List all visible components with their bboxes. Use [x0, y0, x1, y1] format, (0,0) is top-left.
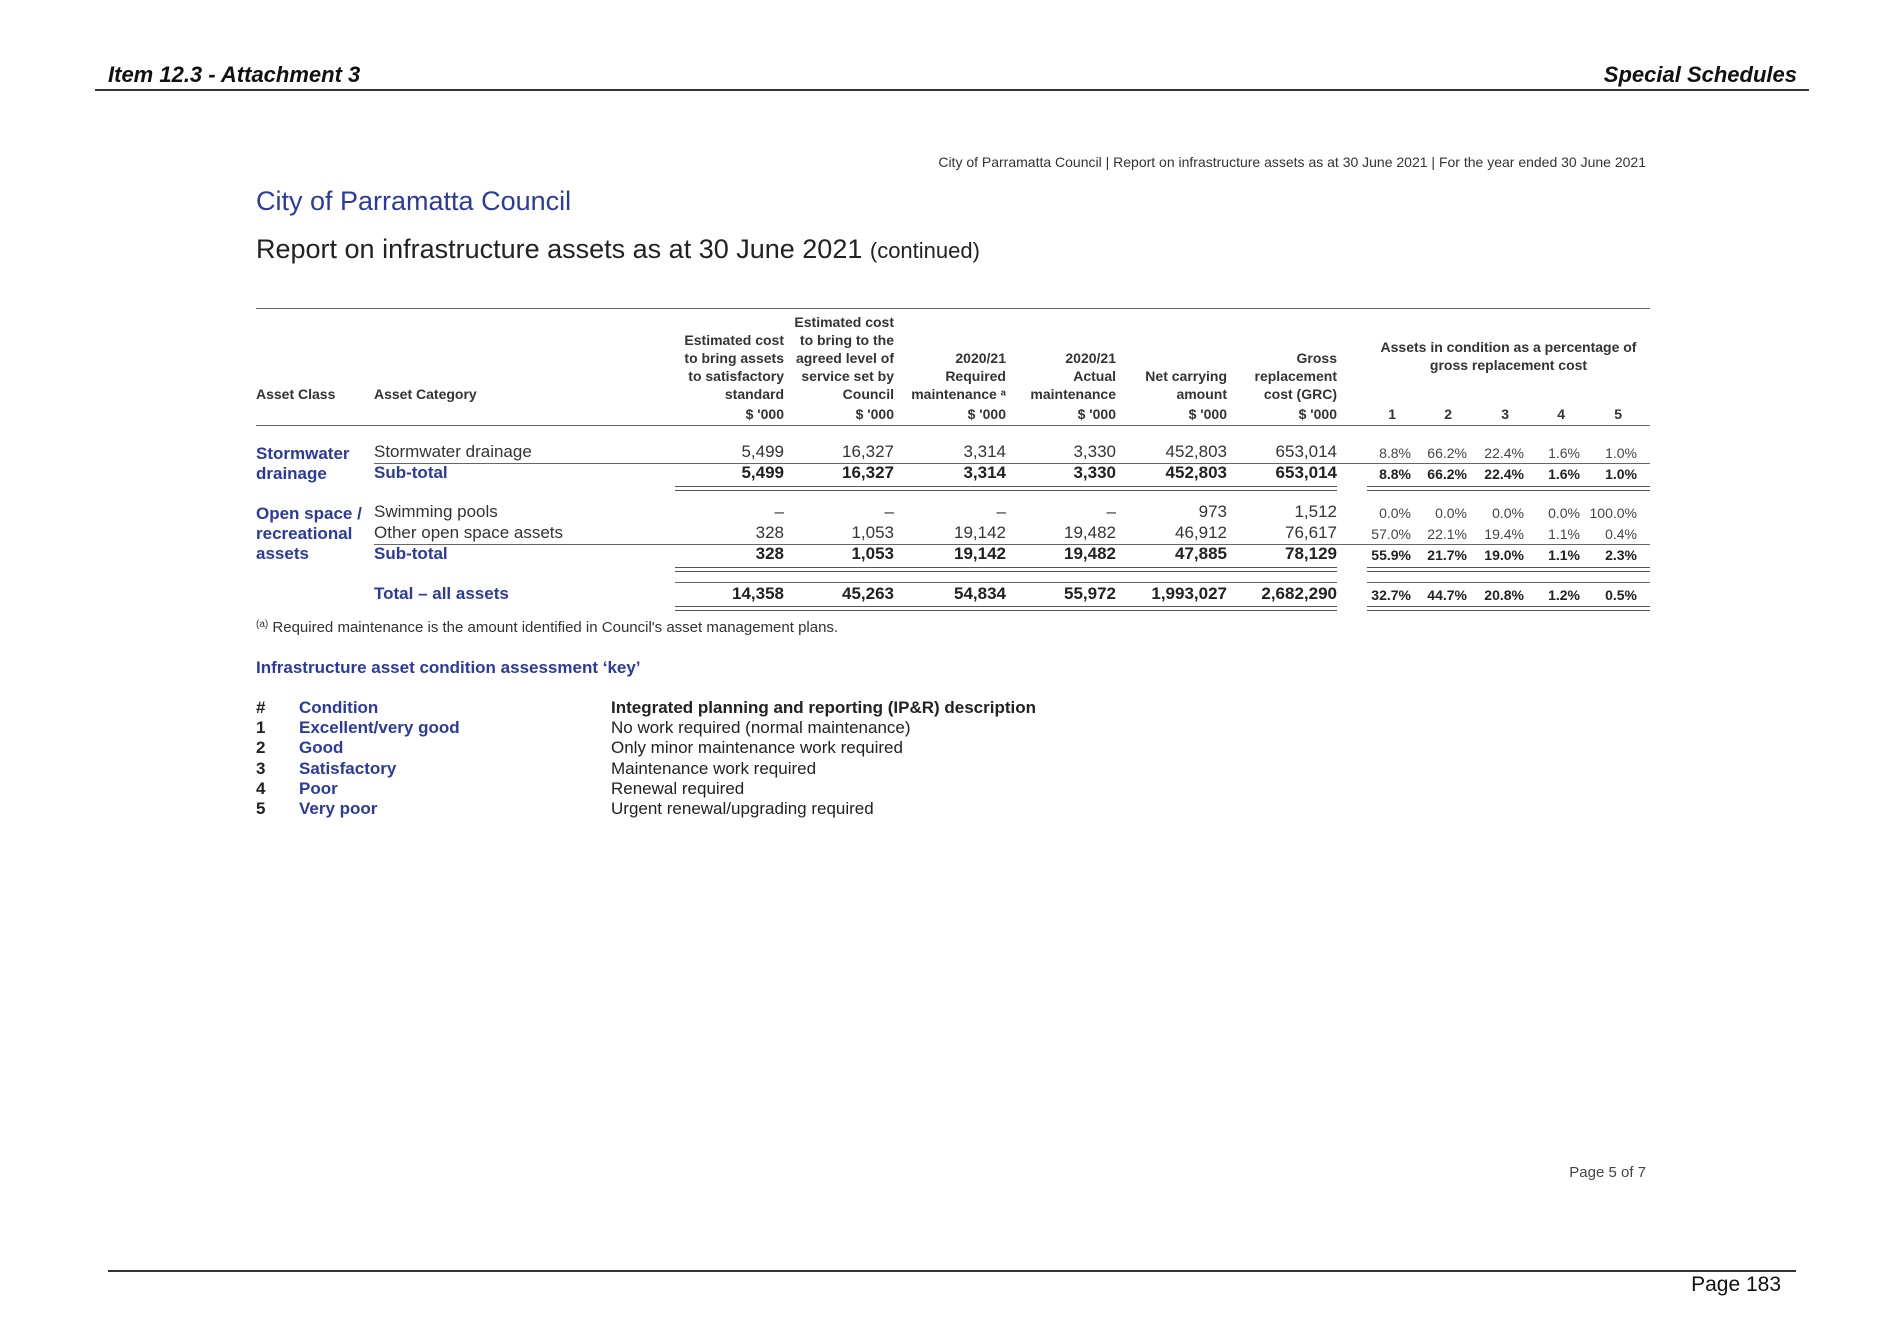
table-row-pct: 0.0% — [1492, 505, 1524, 521]
subtotal-row-pct: 1.0% — [1605, 466, 1637, 482]
total-top-rule — [675, 582, 1337, 583]
total-row-value: 14,358 — [732, 584, 784, 603]
col-unit-4: $ '000 — [1077, 406, 1116, 422]
subtotal-row-pct: 1.6% — [1548, 466, 1580, 482]
subtotal-row-pct: 55.9% — [1371, 547, 1411, 563]
col-unit-2: $ '000 — [855, 406, 894, 422]
report-title-suffix: (continued) — [869, 238, 980, 263]
key-row-number: 2 — [256, 738, 266, 758]
pct-col-5: 5 — [1614, 406, 1622, 422]
table-row-value: 328 — [755, 523, 784, 542]
table-row-value: 19,142 — [954, 523, 1006, 542]
table-row-pct: 66.2% — [1427, 445, 1467, 461]
key-row-condition: Poor — [299, 778, 338, 798]
subtotal-row-value: 19,482 — [1064, 544, 1116, 563]
key-row-condition: Very poor — [299, 799, 378, 819]
total-row-pct: 0.5% — [1605, 587, 1637, 603]
total-row-value: 2,682,290 — [1261, 584, 1337, 603]
table-row-category: Other open space assets — [374, 523, 564, 542]
table-row-value: 5,499 — [741, 442, 784, 461]
total-row-value: 55,972 — [1064, 584, 1116, 603]
subtotal-double-rule — [675, 486, 1337, 491]
col-header-asset-category: Asset Category — [374, 386, 477, 402]
table-row-value: 3,314 — [963, 442, 1006, 461]
col-header-3: 2020/21 Required maintenance ᵃ — [911, 350, 1006, 402]
table-header-rule — [256, 425, 1650, 426]
table-row-category: Swimming pools — [374, 502, 498, 521]
table-row-pct: 22.4% — [1484, 445, 1524, 461]
attachment-label: Item 12.3 - Attachment 3 — [108, 62, 361, 87]
key-row-number: 3 — [256, 758, 266, 778]
subtotal-row-value: 3,330 — [1073, 463, 1116, 482]
total-pct-double-rule — [1367, 606, 1650, 611]
page-number: Page 183 — [1691, 1273, 1781, 1296]
key-row-condition: Excellent/very good — [299, 718, 460, 737]
table-row-value: – — [774, 502, 784, 521]
table-row-value: 1,512 — [1294, 502, 1337, 521]
key-row-number: 5 — [256, 799, 266, 819]
footer-rule — [108, 1270, 1796, 1272]
table-row-pct: 57.0% — [1371, 526, 1411, 542]
key-row-condition: Good — [299, 738, 344, 758]
table-row-pct: 0.0% — [1379, 505, 1411, 521]
running-head: City of Parramatta Council | Report on infrastructure assets as at 30 June 2021 | For the year ended 30 June 2021 — [938, 154, 1646, 170]
subtotal-row-value: 47,885 — [1175, 544, 1227, 563]
col-header-2: Estimated cost to bring to the agreed level of service set by Council — [794, 314, 894, 402]
subtotal-row-pct: 1.1% — [1548, 547, 1580, 563]
col-unit-6: $ '000 — [1298, 406, 1337, 422]
key-condition-header: Condition — [299, 698, 379, 717]
total-row-pct: 44.7% — [1427, 587, 1467, 603]
report-title — [256, 234, 980, 265]
table-top-rule — [256, 308, 1650, 309]
pct-col-4: 4 — [1557, 406, 1565, 422]
pct-col-3: 3 — [1501, 406, 1509, 422]
table-row-value: – — [996, 502, 1006, 521]
pct-header: Assets in condition as a percentage of gross replacement cost — [1380, 339, 1637, 373]
table-row-pct: 1.1% — [1548, 526, 1580, 542]
table-row-pct: 19.4% — [1484, 526, 1524, 542]
col-unit-5: $ '000 — [1188, 406, 1227, 422]
key-row-description: Maintenance work required — [611, 758, 817, 778]
organisation-name: City of Parramatta Council — [256, 186, 572, 216]
asset-class-label: Open space / recreational assets — [256, 504, 362, 563]
table-row-pct: 1.0% — [1605, 445, 1637, 461]
footnote-text: Required maintenance is the amount identified in Council's asset management plans. — [272, 619, 839, 636]
col-header-1: Estimated cost to bring assets to satisfactory standard — [684, 332, 784, 402]
asset-class-label: Stormwater drainage — [256, 444, 350, 483]
total-row-value: 45,263 — [842, 584, 894, 603]
col-header-4: 2020/21 Actual maintenance — [1030, 350, 1116, 402]
table-row-value: 19,482 — [1064, 523, 1116, 542]
table-row-value: – — [884, 502, 894, 521]
key-row-description: Urgent renewal/upgrading required — [611, 799, 874, 819]
subtotal-row-pct: 66.2% — [1427, 466, 1467, 482]
total-row-category: Total – all assets — [374, 584, 509, 603]
col-header-asset-class: Asset Class — [256, 386, 336, 402]
subtotal-row-value: 78,129 — [1285, 544, 1337, 563]
col-unit-3: $ '000 — [967, 406, 1006, 422]
col-unit-1: $ '000 — [745, 406, 784, 422]
subtotal-row-value: 5,499 — [741, 463, 784, 482]
table-row-value: 46,912 — [1175, 523, 1227, 542]
report-title-text: Report on infrastructure assets as at 30 June 2021 — [256, 234, 863, 264]
table-row-value: 973 — [1198, 502, 1227, 521]
section-label: Special Schedules — [1603, 62, 1797, 87]
subtotal-row-pct: 21.7% — [1427, 547, 1467, 563]
table-row-pct: 0.0% — [1548, 505, 1580, 521]
table-row-pct: 0.4% — [1605, 526, 1637, 542]
subtotal-row-value: 3,314 — [963, 463, 1006, 482]
subtotal-row-value: 328 — [755, 544, 784, 563]
subtotal-row-value: 16,327 — [842, 463, 894, 482]
subtotal-double-rule — [675, 567, 1337, 572]
subtotal-rule — [374, 544, 1650, 545]
key-row-condition: Satisfactory — [299, 758, 397, 778]
total-row-pct: 20.8% — [1484, 587, 1524, 603]
col-header-6: Gross replacement cost (GRC) — [1254, 350, 1337, 402]
table-row-category: Stormwater drainage — [374, 442, 532, 461]
subtotal-row-value: 1,053 — [851, 544, 894, 563]
pct-col-2: 2 — [1444, 406, 1452, 422]
subtotal-rule — [374, 463, 1650, 464]
table-row-pct: 0.0% — [1435, 505, 1467, 521]
subtotal-row-value: 452,803 — [1165, 463, 1227, 482]
key-description-header: Integrated planning and reporting (IP&R) description — [611, 698, 1037, 717]
table-row-value: 16,327 — [842, 442, 894, 461]
col-header-5: Net carrying amount — [1145, 368, 1227, 402]
key-title: Infrastructure asset condition assessment ‘key’ — [256, 658, 641, 677]
table-row-pct: 100.0% — [1589, 505, 1637, 521]
page-of: Page 5 of 7 — [1569, 1164, 1646, 1181]
subtotal-row-pct: 22.4% — [1484, 466, 1524, 482]
table-row-value: 653,014 — [1275, 442, 1337, 461]
key-row-number: 4 — [256, 778, 266, 798]
key-row-description: Only minor maintenance work required — [611, 738, 903, 758]
total-double-rule — [675, 606, 1337, 611]
total-row-pct: 32.7% — [1371, 587, 1411, 603]
table-row-value: 3,330 — [1073, 442, 1116, 461]
table-row-pct: 22.1% — [1427, 526, 1467, 542]
subtotal-row-pct: 19.0% — [1484, 547, 1524, 563]
table-row-value: – — [1106, 502, 1116, 521]
table-row-pct: 8.8% — [1379, 445, 1411, 461]
footnote — [256, 619, 838, 636]
subtotal-pct-double-rule — [1367, 486, 1650, 491]
subtotal-row-pct: 2.3% — [1605, 547, 1637, 563]
footnote-marker: (a) — [256, 619, 269, 630]
table-row-value: 1,053 — [851, 523, 894, 542]
key-hash-header: # — [256, 698, 266, 717]
subtotal-row-value: 19,142 — [954, 544, 1006, 563]
header-rule — [95, 89, 1809, 91]
total-row-value: 1,993,027 — [1151, 584, 1227, 603]
subtotal-row-value: 653,014 — [1275, 463, 1337, 482]
table-row-value: 452,803 — [1165, 442, 1227, 461]
subtotal-pct-double-rule — [1367, 567, 1650, 572]
table-row-value: 76,617 — [1285, 523, 1337, 542]
key-row-description: Renewal required — [611, 778, 745, 798]
total-pct-top-rule — [1367, 582, 1650, 583]
total-row-pct: 1.2% — [1548, 587, 1580, 603]
key-row-description: No work required (normal maintenance) — [611, 718, 911, 737]
pct-col-1: 1 — [1388, 406, 1396, 422]
table-row-pct: 1.6% — [1548, 445, 1580, 461]
subtotal-row-category: Sub-total — [374, 544, 448, 563]
subtotal-row-category: Sub-total — [374, 463, 448, 482]
total-row-value: 54,834 — [954, 584, 1006, 603]
subtotal-row-pct: 8.8% — [1379, 466, 1411, 482]
key-row-number: 1 — [256, 718, 266, 737]
